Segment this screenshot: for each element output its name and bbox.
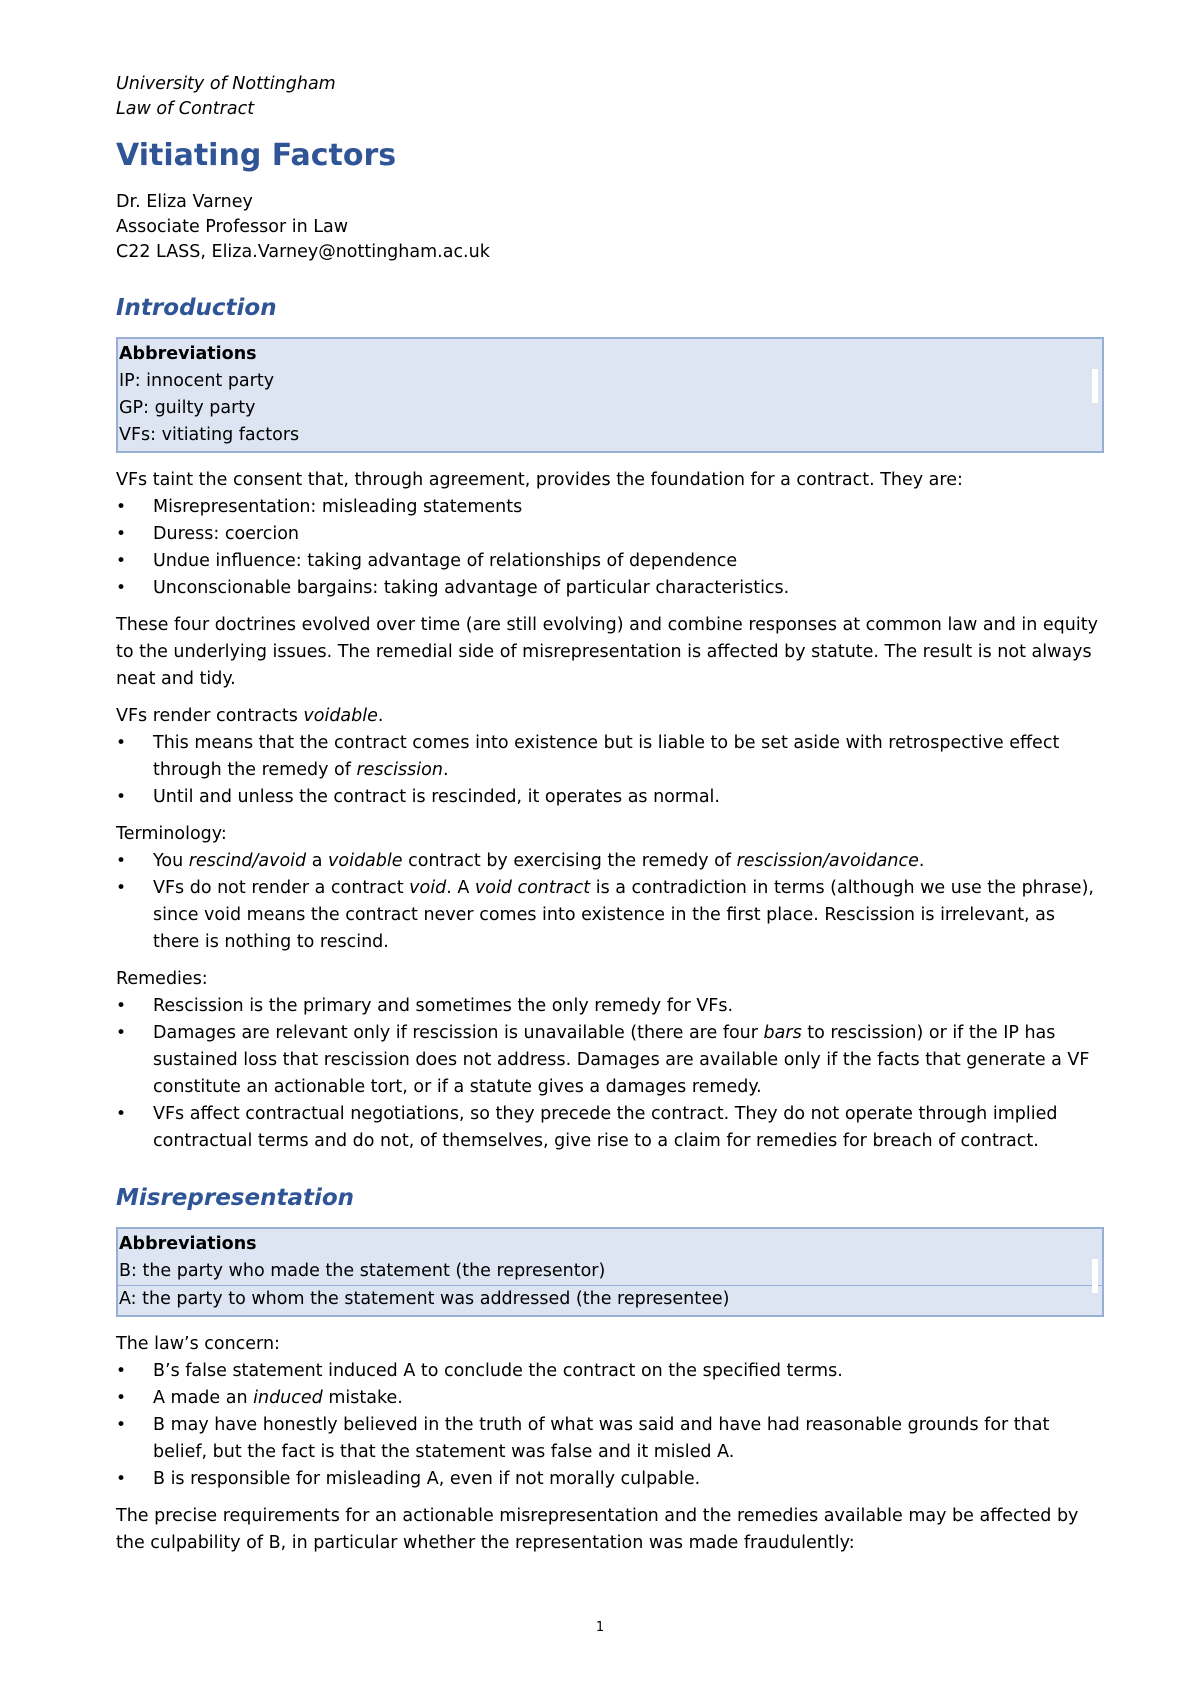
abbreviations-title: Abbreviations	[119, 344, 257, 364]
list-item: • A made an induced mistake.	[116, 1385, 1104, 1412]
list-item: • Misrepresentation: misleading statements	[116, 494, 1104, 521]
list-item: • Duress: coercion	[116, 521, 1104, 548]
bullet: •	[116, 578, 127, 598]
abbreviation-item: VFs: vitiating factors	[119, 425, 300, 445]
voidable-list	[116, 730, 1104, 811]
law-concern-label: The law’s concern:	[116, 1334, 280, 1354]
list-item: • B may have honestly believed in the truth of what was said and have had reasonable grounds for that belief, but the fact is that the statement was false and it misled A.	[116, 1412, 1104, 1466]
bullet: •	[116, 733, 127, 753]
header-module: Law of Contract	[116, 99, 255, 119]
list-item: • Until and unless the contract is rescinded, it operates as normal.	[116, 784, 1104, 811]
bullet: •	[116, 1469, 127, 1489]
heading-misrepresentation: Misrepresentation	[116, 1185, 355, 1211]
bullet: •	[116, 497, 127, 517]
abbreviation-item: A: the party to whom the statement was addressed (the representee)	[118, 1285, 1102, 1313]
bullet: •	[116, 1415, 127, 1435]
terminology-label: Terminology:	[116, 824, 227, 844]
box-edge-mark	[1092, 1259, 1098, 1293]
list-item: • VFs affect contractual negotiations, so they precede the contract. They do not operate through implied contractual terms and do not, of themselves, give rise to a claim for remedies for breach of contract.	[116, 1101, 1104, 1155]
bullet: •	[116, 524, 127, 544]
remedies-list	[116, 993, 1104, 1155]
concern-list	[116, 1358, 1104, 1493]
author-contact: C22 LASS, Eliza.Varney@nottingham.ac.uk	[116, 242, 490, 262]
document-title: Vitiating Factors	[116, 138, 397, 173]
bullet: •	[116, 787, 127, 807]
header-university: University of Nottingham	[116, 74, 336, 94]
bullet: •	[116, 1388, 127, 1408]
paragraph-precise-requirements: The precise requirements for an actionable misrepresentation and the remedies available may be affected by the culpability of B, in particular whether the representation was made fraudulently:	[116, 1506, 1079, 1553]
terminology-list	[116, 848, 1104, 956]
bullet: •	[116, 996, 127, 1016]
abbreviations-title: Abbreviations	[119, 1234, 257, 1254]
abbreviation-item: B: the party who made the statement (the representor)	[119, 1261, 606, 1281]
bullet: •	[116, 551, 127, 571]
abbreviation-item: GP: guilty party	[119, 398, 256, 418]
abbreviation-item: IP: innocent party	[119, 371, 275, 391]
list-item: • VFs do not render a contract void. A void contract is a contradiction in terms (although we use the phrase), since void means the contract never comes into existence in the first place. Rescission is irrelevant, as there is nothing to rescind.	[116, 875, 1104, 956]
author-name: Dr. Eliza Varney	[116, 192, 253, 212]
paragraph-four-doctrines: These four doctrines evolved over time (are still evolving) and combine responses at common law and in equity to the underlying issues. The remedial side of misrepresentation is affected by statute. The result is not always neat and tidy.	[116, 615, 1098, 689]
list-item: • Undue influence: taking advantage of relationships of dependence	[116, 548, 1104, 575]
bullet: •	[116, 1361, 127, 1381]
paragraph-voidable: VFs render contracts voidable.	[116, 706, 384, 726]
remedies-label: Remedies:	[116, 969, 208, 989]
list-item: • Unconscionable bargains: taking advantage of particular characteristics.	[116, 575, 1104, 602]
abbreviations-box-introduction	[116, 337, 1104, 453]
list-item: • You rescind/avoid a voidable contract by exercising the remedy of rescission/avoidance.	[116, 848, 1104, 875]
list-item: • Damages are relevant only if rescission is unavailable (there are four bars to rescission) or if the IP has sustained loss that rescission does not address. Damages are available only if the facts that generate a VF constitute an actionable tort, or if a statute gives a damages remedy.	[116, 1020, 1104, 1101]
vf-list	[116, 494, 1104, 602]
list-item: • B’s false statement induced A to conclude the contract on the specified terms.	[116, 1358, 1104, 1385]
bullet: •	[116, 878, 127, 898]
bullet: •	[116, 1104, 127, 1124]
list-item: • B is responsible for misleading A, even if not morally culpable.	[116, 1466, 1104, 1493]
bullet: •	[116, 851, 127, 871]
page-content	[116, 72, 1104, 1567]
bullet: •	[116, 1023, 127, 1043]
page-number: 1	[595, 1620, 605, 1635]
paragraph-vfs-taint: VFs taint the consent that, through agreement, provides the foundation for a contract. They are:	[116, 470, 963, 490]
author-role: Associate Professor in Law	[116, 217, 349, 237]
heading-introduction: Introduction	[116, 295, 277, 321]
abbreviations-box-misrepresentation	[116, 1227, 1104, 1317]
list-item: • Rescission is the primary and sometimes the only remedy for VFs.	[116, 993, 1104, 1020]
box-edge-mark	[1092, 369, 1098, 403]
list-item: • This means that the contract comes into existence but is liable to be set aside with retrospective effect through the remedy of rescission.	[116, 730, 1104, 784]
